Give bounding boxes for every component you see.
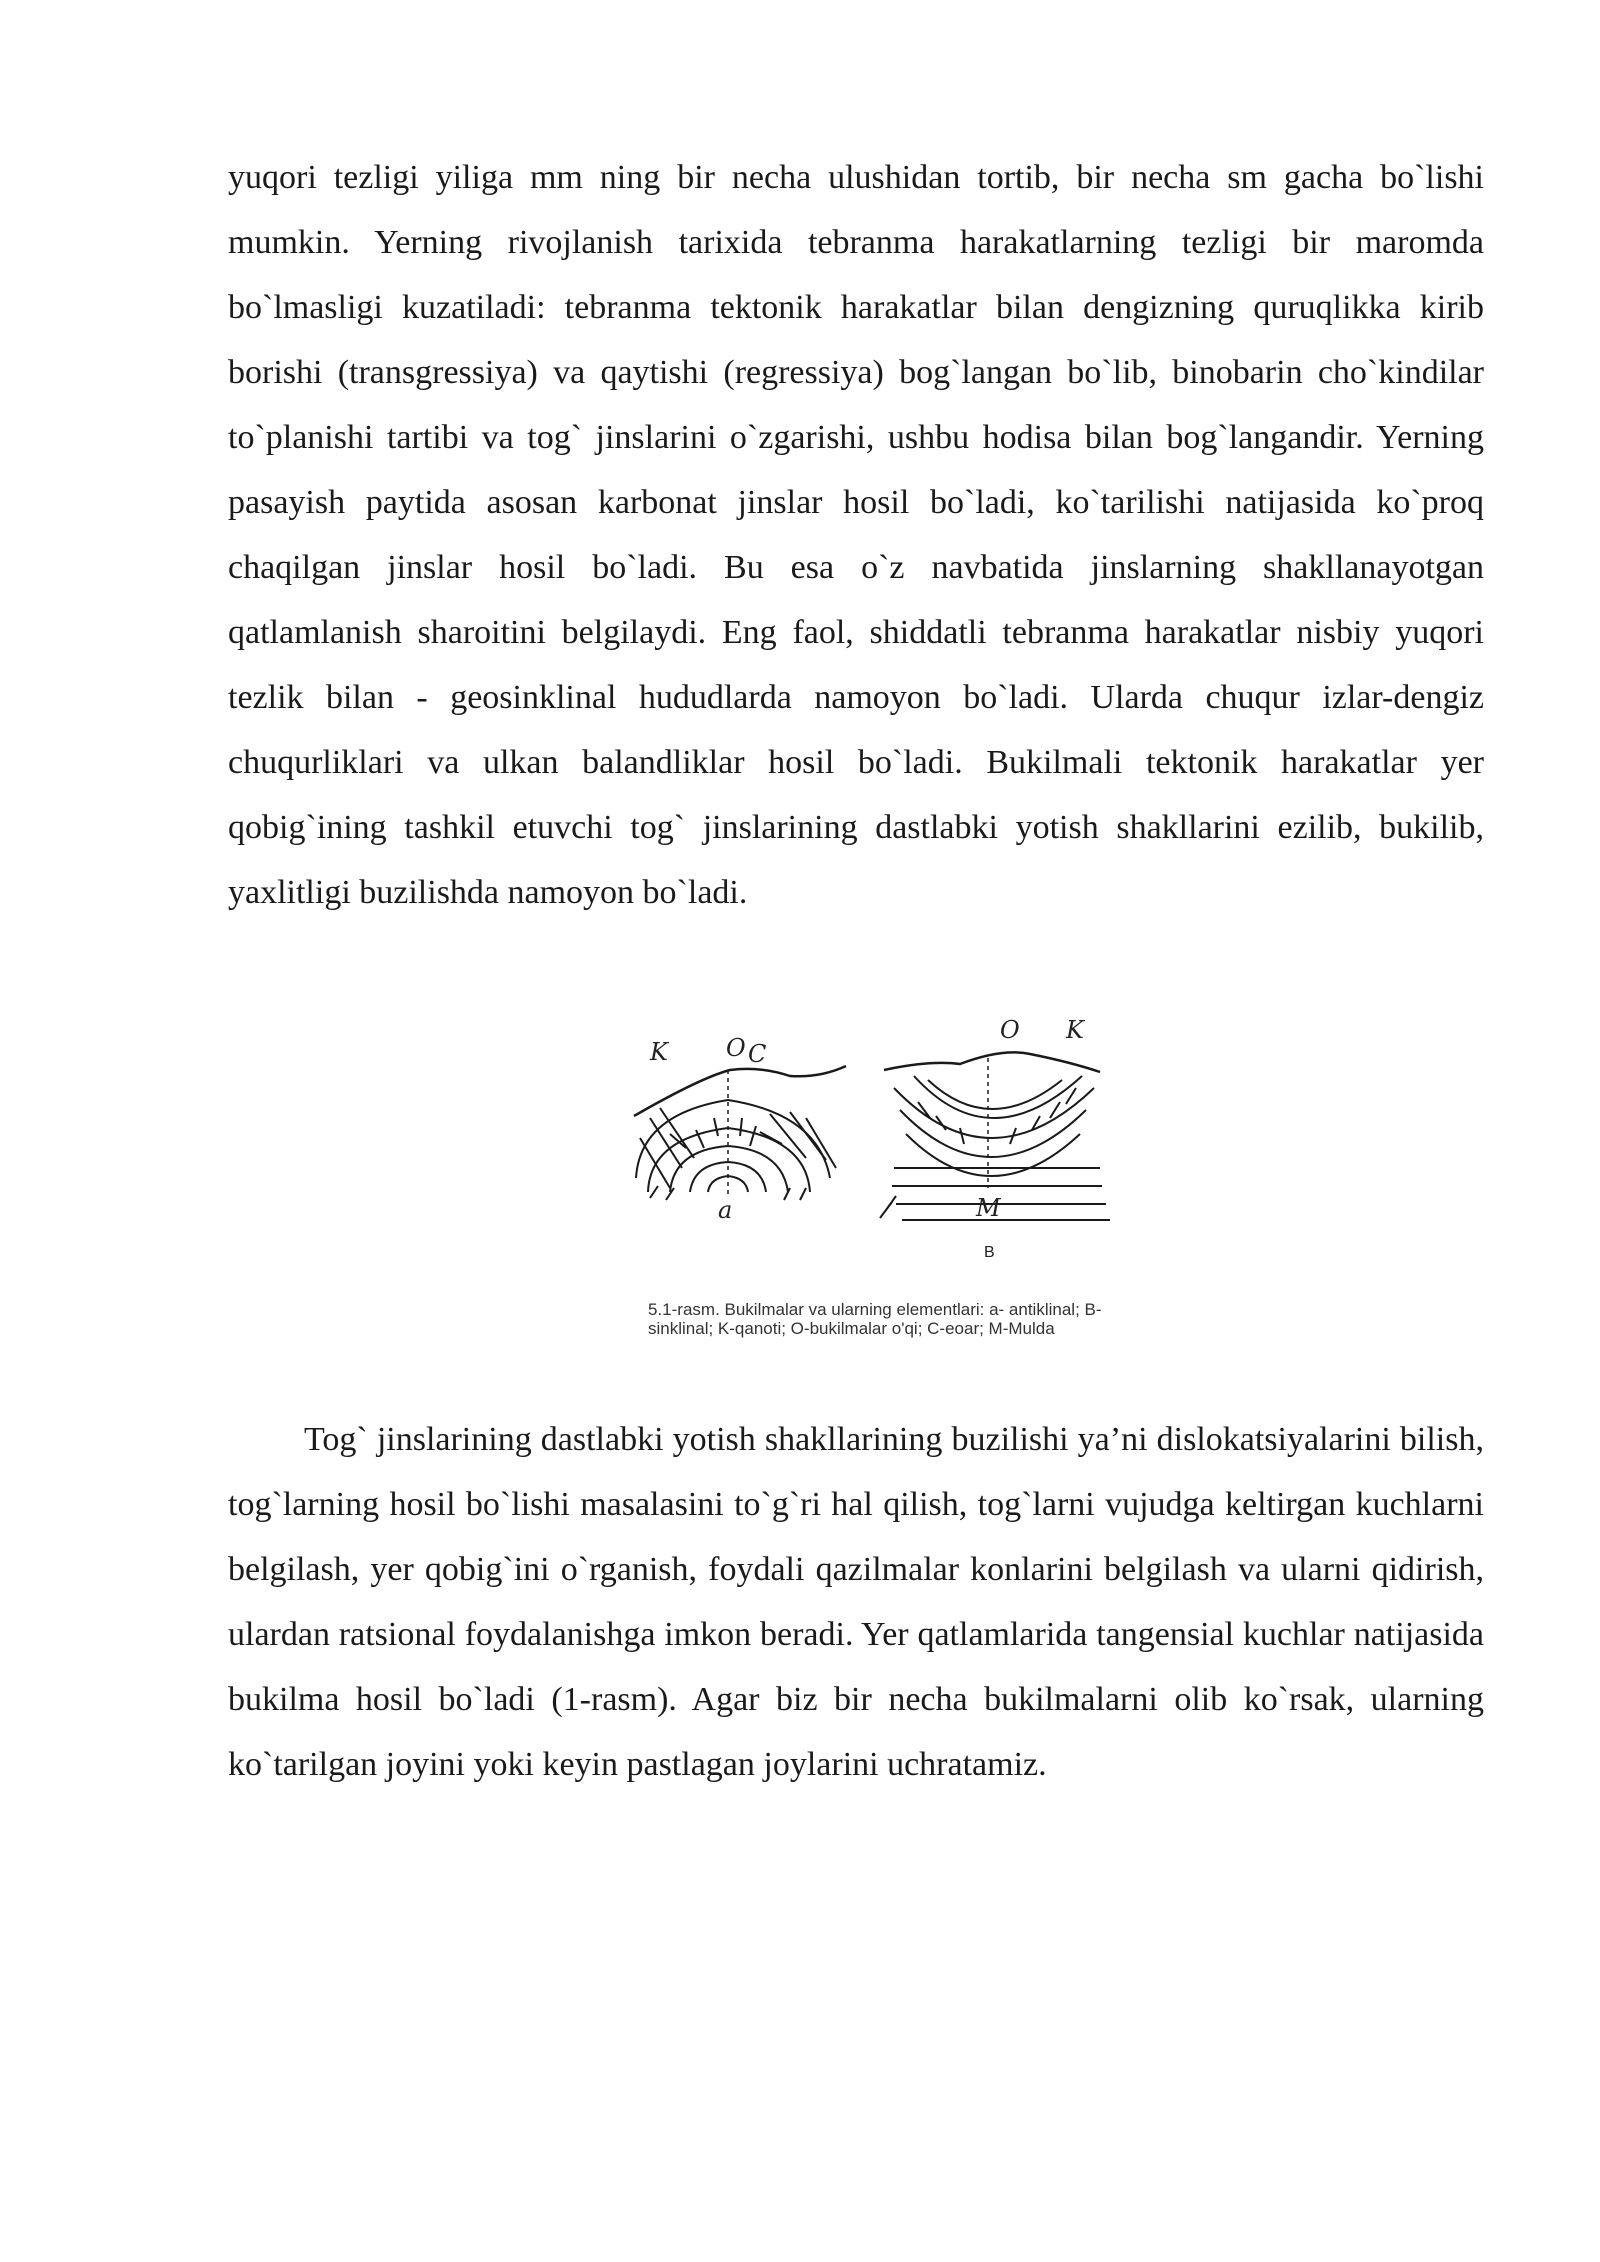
paragraph-1-text: yuqori tezligi yiliga mm ning bir necha ulushidan tortib, bir necha sm gacha bo`lishi mumkin. Yerning rivojlanish tarixida tebranma harakatlarning tezligi bir maromda bo`lmasligi kuzatiladi: tebranma tektonik harakatlar bilan dengizning quruqlikka kirib borishi (transgressiya) va qaytishi (regressiya) bog`langan bo`lib, binobarin cho`kindilar to`planishi tartibi va tog` jinslarini o`zgarishi, ushbu hodisa bilan bog`langandir. Yerning pasayish paytida asosan karbonat jinslar hosil bo`ladi, ko`tarilishi natijasida ko`proq chaqilgan jinslar hosil bo`ladi. Bu esa o`z navbatida jinslarning shakllanayotgan qatlamlanish sharoitini belgilaydi. Eng faol, shiddatli tebranma harakatlar nisbiy yuqori tezlik bilan - geosinklinal hududlarda namoyon bo`ladi. Ularda chuqur izlar-dengiz chuqurliklari va ulkan balandliklar hosil bo`ladi. Bukilmali tektonik harakatlar yer qobig`ining tashkil etuvchi tog` jinslarining dastlabki yotish shakllarini ezilib, bukilib, yaxlitligi buzilishda namoyon bo`ladi. [228,159,1484,911]
paragraph-2-text: Tog` jinslarining dastlabki yotish shakllarining buzilishi ya’ni dislokatsiyalarini bilish, tog`larning hosil bo`lishi masalasini to`g`ri hal qilish, tog`larni vujudga keltirgan kuchlarni belgilash, yer qobig`ini o`rganish, foydali qazilmalar konlarini belgilash va ularni qidirish, ulardan ratsional foydalanishga imkon beradi. Yer qatlamlarida tangensial kuchlar natijasida bukilma hosil bo`ladi (1-rasm). Agar biz bir necha bukilmalarni olib ko`rsak, ularning ko`tarilgan joyini yoki keyin pastlagan joylarini uchratamiz. [228,1421,1484,1783]
anticline-c-label: C [748,1040,767,1068]
anticline-o-label: O [726,1034,746,1062]
figure-caption: 5.1-rasm. Bukilmalar va ularning elementlari: a- antiklinal; B-sinklinal; K-qanoti; O-bukilmalar o'qi; C-eoar; M-Mulda [648,1300,1102,1338]
syncline-k-label: K [1066,1016,1084,1044]
syncline-o-label: O [1000,1016,1020,1044]
fold-diagrams [630,1018,1150,1298]
paragraph-2 [228,1407,1484,1797]
fold-figure [630,1018,1150,1378]
paragraph-1 [228,145,1484,925]
syncline-b-label: B [984,1244,995,1261]
anticline-a-label: a [718,1196,733,1224]
anticline-k-label: K [650,1038,668,1066]
syncline-m-label: M [976,1194,1001,1222]
anticline-diagram [634,1066,846,1200]
